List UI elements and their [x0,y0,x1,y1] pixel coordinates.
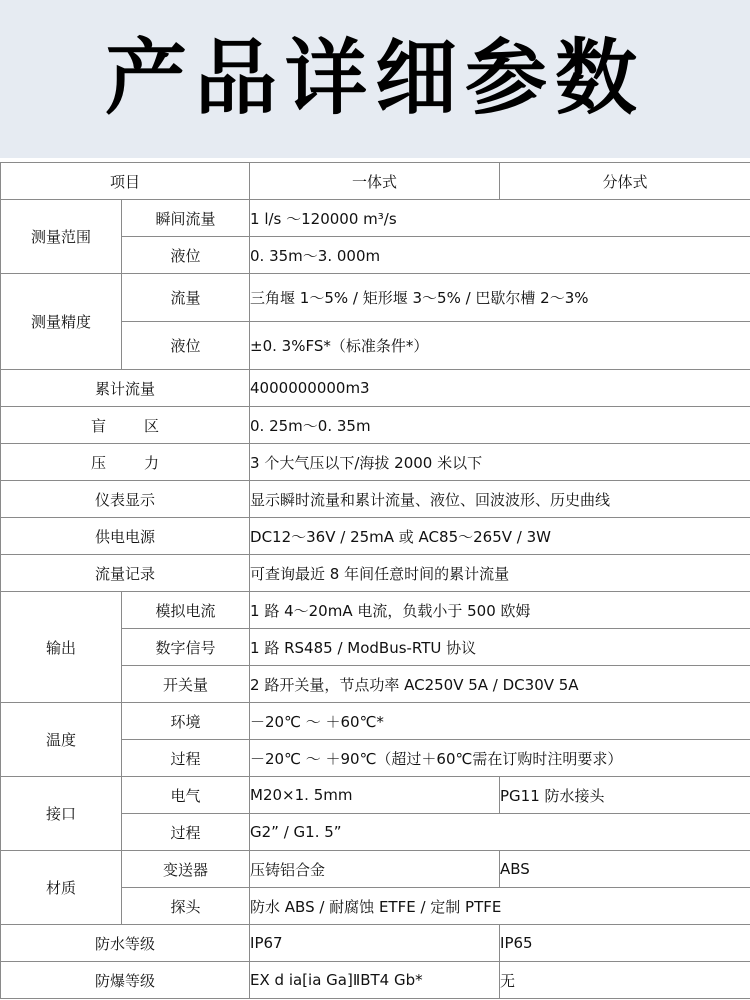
value-flow-record: 可查询最近 8 年间任意时间的累计流量 [250,555,750,592]
table-row [1,851,750,888]
table-row [1,274,750,322]
table-row [1,592,750,629]
value-total-flow: 4000000000m3 [250,370,750,407]
table-row [1,777,750,814]
value-display: 显示瞬时流量和累计流量、液位、回波波形、历史曲线 [250,481,750,518]
spec-table [0,162,750,999]
value-waterproof-split: IP65 [500,925,750,962]
sub-label-level-accuracy: 液位 [122,322,250,370]
sub-label-analog: 模拟电流 [122,592,250,629]
value-instant-flow: 1 l/s ～120000 m³/s [250,200,750,237]
sub-label-switch: 开关量 [122,666,250,703]
pressure-label-b: 力 [144,453,160,472]
table-row [1,444,750,481]
header-split: 分体式 [500,163,750,200]
row-label-flow-record: 流量记录 [1,555,250,592]
row-label-power: 供电电源 [1,518,250,555]
row-label-measure-range: 测量范围 [1,200,122,274]
value-explosion-integrated: EX d ia[ia Ga]ⅡBT4 Gb* [250,962,500,999]
table-header-row [1,163,750,200]
sub-label-flow-accuracy: 流量 [122,274,250,322]
blind-zone-label-b: 区 [144,416,160,435]
row-label-output: 输出 [1,592,122,703]
value-digital: 1 路 RS485 / ModBus-RTU 协议 [250,629,750,666]
row-label-waterproof: 防水等级 [1,925,250,962]
table-row [1,962,750,999]
value-electrical-integrated: M20×1. 5mm [250,777,500,814]
row-label-measure-accuracy: 测量精度 [1,274,122,370]
row-label-blind-zone [1,407,250,444]
row-label-display: 仪表显示 [1,481,250,518]
row-label-total-flow: 累计流量 [1,370,250,407]
row-label-temperature: 温度 [1,703,122,777]
row-label-pressure [1,444,250,481]
value-pressure: 3 个大气压以下/海拔 2000 米以下 [250,444,750,481]
sub-label-level-range: 液位 [122,237,250,274]
value-transmitter-integrated: 压铸铝合金 [250,851,500,888]
value-transmitter-split: ABS [500,851,750,888]
table-row [1,370,750,407]
pressure-label-a: 压 [90,453,106,472]
sub-label-transmitter: 变送器 [122,851,250,888]
table-row [1,518,750,555]
sub-label-instant-flow: 瞬间流量 [122,200,250,237]
value-process-temp: －20℃ ～ ＋90℃（超过＋60℃需在订购时注明要求） [250,740,750,777]
table-row [1,200,750,237]
value-analog: 1 路 4～20mA 电流，负载小于 500 欧姆 [250,592,750,629]
value-ambient: －20℃ ～ ＋60℃* [250,703,750,740]
value-electrical-split: PG11 防水接头 [500,777,750,814]
table-row [1,555,750,592]
sub-label-ambient: 环境 [122,703,250,740]
sub-label-electrical: 电气 [122,777,250,814]
value-level-accuracy: ±0. 3%FS*（标准条件*） [250,322,750,370]
value-switch: 2 路开关量，节点功率 AC250V 5A / DC30V 5A [250,666,750,703]
title-banner [0,0,750,158]
sub-label-probe: 探头 [122,888,250,925]
page-title: 产品详细参数 [104,31,645,126]
value-explosion-split: 无 [500,962,750,999]
row-label-material: 材质 [1,851,122,925]
table-row [1,925,750,962]
table-row [1,703,750,740]
value-flow-accuracy: 三角堰 1～5% / 矩形堰 3～5% / 巴歇尔槽 2～3% [250,274,750,322]
table-row [1,407,750,444]
sub-label-process-temp: 过程 [122,740,250,777]
sub-label-process-interface: 过程 [122,814,250,851]
blind-zone-label-a: 盲 [90,416,106,435]
value-power: DC12～36V / 25mA 或 AC85～265V / 3W [250,518,750,555]
value-blind-zone: 0. 25m～0. 35m [250,407,750,444]
value-probe: 防水 ABS / 耐腐蚀 ETFE / 定制 PTFE [250,888,750,925]
value-waterproof-integrated: IP67 [250,925,500,962]
header-integrated: 一体式 [250,163,500,200]
row-label-interface: 接口 [1,777,122,851]
row-label-explosion: 防爆等级 [1,962,250,999]
value-process-interface: G2” / G1. 5” [250,814,750,851]
value-level-range: 0. 35m～3. 000m [250,237,750,274]
header-item: 项目 [1,163,250,200]
sub-label-digital: 数字信号 [122,629,250,666]
table-row [1,481,750,518]
